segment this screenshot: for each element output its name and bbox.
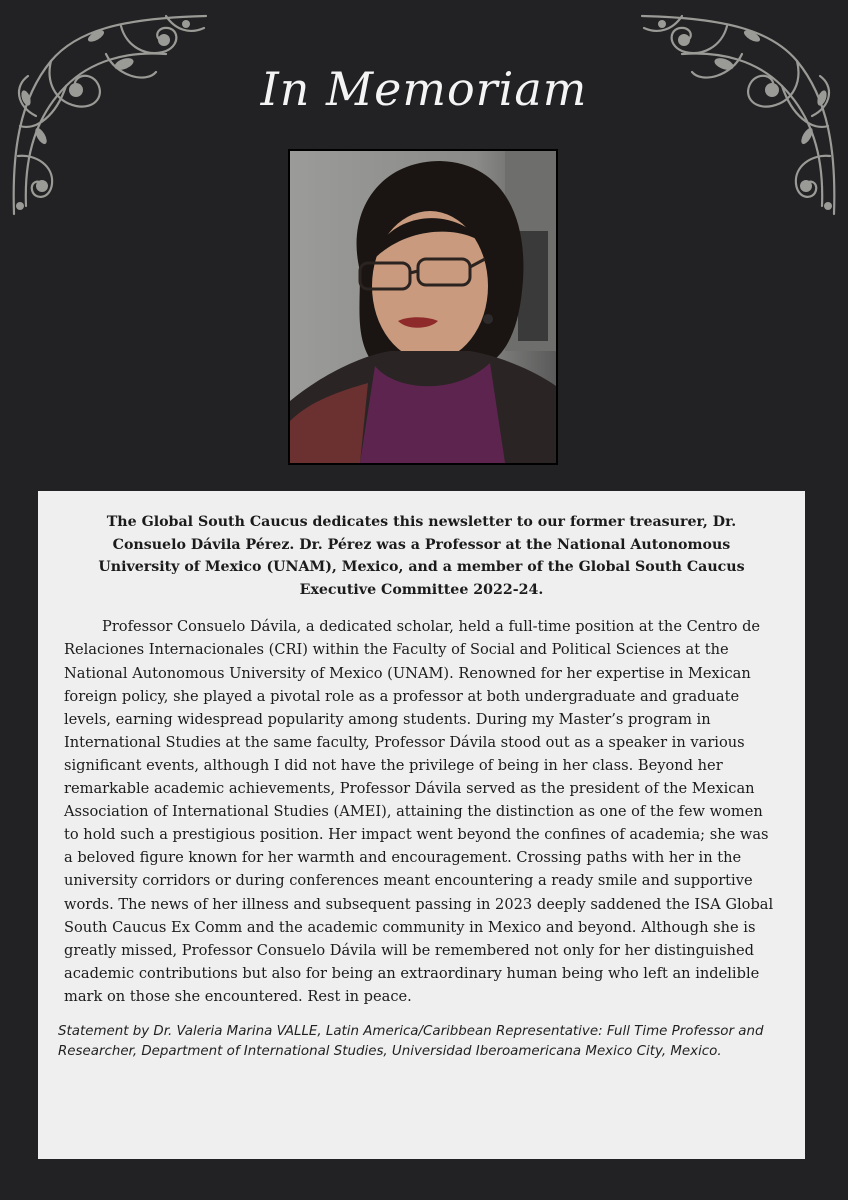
portrait-image xyxy=(290,151,556,463)
tribute-body: Professor Consuelo Dávila, a dedicated scholar, held a full-time position at the Centro de Relaciones Internacionales (CRI) within the Faculty of Social and Political Sciences at the National Autonomous University of Mexico (UNAM). Renowned for her expertise in Mexican foreign policy, she played a pivotal role as a professor at both undergraduate and graduate levels, earning widespread popularity among students. During my Master’s program in International Studies at the same faculty, Professor Dávila stood out as a speaker in various significant events, although I did not have the privilege of being in her class. Beyond her remarkable academic achievements, Professor Dávila served as the president of the Mexican Association of International Studies (AMEI), attaining the distinction as one of the few women to hold such a prestigious position. Her impact went beyond the confines of academia; she was a beloved figure known for her warmth and encouragement. Crossing paths with her in the university corridors or during conferences meant encountering a ready smile and supportive words. The news of her illness and subsequent passing in 2023 deeply saddened the ISA Global South Caucus Ex Comm and the academic community in Mexico and beyond. Although she is greatly missed, Professor Consuelo Dávila will be remembered not only for her distinguished academic contributions but also for being an extraordinary human being who left an indelible mark on those she encountered. Rest in peace. xyxy=(64,618,774,1005)
statement-attribution: Statement by Dr. Valeria Marina VALLE, Latin America/Caribbean Representative: Full Time Professor and Researcher, Department of International Studies, Universidad Iberoamericana Mexico City, Mexico. xyxy=(58,1023,764,1059)
page-title: In Memoriam xyxy=(260,62,588,116)
portrait-photo xyxy=(288,149,558,465)
tribute-card xyxy=(38,491,805,1159)
dedication-text: The Global South Caucus dedicates this newsletter to our former treasurer, Dr. Consuelo Dávila Pérez. Dr. Pérez was a Professor at the National Autonomous University of Mexico (UNAM), Mexico, and a member of the Global South Caucus Executive Committee 2022-24. xyxy=(98,514,745,598)
